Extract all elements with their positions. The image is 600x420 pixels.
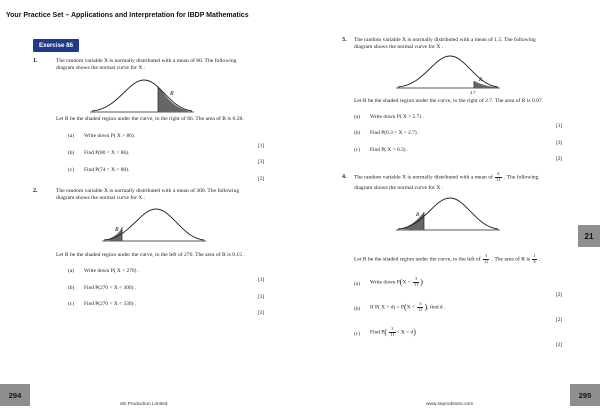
q1c-text: Find P(74 < X < 80). [84,167,130,173]
q2b-text: Find P(270 < X < 300) . [84,285,137,291]
left-page-number: 294 [0,384,30,406]
q4a-mark: [2] [556,292,563,298]
q2-intro-line1: The random variable X is normally distributed with a mean of 300. The following [56,188,240,194]
q3b-label: (b) [354,130,361,136]
q3-intro-line2: diagram shows the normal curve for X . [354,44,444,50]
exercise-badge: Exercise 86 [33,39,79,52]
q4c-mark: [2] [556,342,563,348]
q4-normal-curve [394,194,504,238]
q1b-text: Find P(80 < X < 86). [84,150,130,156]
chapter-tab: 21 [578,225,600,247]
q4b-label: (b) [354,306,361,312]
q3a-mark: [1] [556,123,563,129]
right-page-number: 295 [570,384,600,406]
q4-curve-path [398,198,498,229]
q3-shaded-region [474,81,498,88]
q1-number: 1. [33,58,38,64]
q3-normal-curve [394,52,504,96]
q4-mean-fraction: $\frac{6}{11}$ [496,171,501,182]
q4a-label: (a) [354,281,360,287]
q2-normal-curve [100,205,210,247]
q2-number: 2. [33,188,38,194]
q4b-text: If P( X > d) = P(X < $\frac{3}{11}$ ), find d . [370,301,446,312]
q3a-label: (a) [354,114,360,120]
q3-curve-path [398,56,498,87]
q3-number: 3. [342,37,347,43]
q1c-mark: [2] [258,176,265,182]
q3-region-label: R [479,77,483,83]
q4-region-label: R [416,212,420,218]
q2c-text: Find P(270 < X < 330) . [84,301,137,307]
q4b-mark: [2] [556,317,563,323]
q1b-label: (b) [68,150,75,156]
q1c-label: (c) [68,167,74,173]
q3a-text: Write down P( X > 2.7) . [370,114,424,120]
q1-intro-line2: diagram shows the normal curve for X . [56,65,146,71]
q1a-mark: [1] [258,143,265,149]
q4-left-fraction: $\frac{3}{11}$ [484,253,489,264]
q4-intro-line2: diagram shows the normal curve for X . [354,185,444,191]
q2a-label: (a) [68,268,74,274]
q2a-text: Write down P( X < 270) . [84,268,140,274]
q3c-mark: [2] [556,156,563,162]
q3c-label: (c) [354,147,360,153]
q1-region-label: R [170,91,174,97]
q3c-text: Find P( X > 0.3) . [370,147,409,153]
q4-number: 4. [342,174,347,180]
q1b-mark: [3] [258,159,265,165]
q4-statement: Let R be the shaded region under the curve, to the left of $\frac{3}{11}$ . The area of R is $\frac{1}{6}$ . [354,253,541,264]
website-url: www.seprodstore.com [426,402,474,407]
q1-statement: Let R be the shaded region under the curve, to the right of 86. The area of R is 0.28. [56,116,244,122]
q2-intro-line2: diagram shows the normal curve for X . [56,195,146,201]
q3-axis-tick: 2.7 [470,90,476,95]
q4c-label: (c) [354,331,360,337]
q3b-text: Find P(0.3 < X < 2.7) . [370,130,420,136]
q4-shaded-region [398,212,424,230]
q4a-text: Write down P(X < $\frac{3}{11}$ ) [370,276,423,287]
q4-intro-line1: The random variable X is normally distributed with a mean of $\frac{6}{11}$ . The following [354,171,539,182]
q1a-text: Write down P( X > 86). [84,133,136,139]
q2b-mark: [3] [258,294,265,300]
q2c-mark: [2] [258,310,265,316]
q1a-label: (a) [68,133,74,139]
q2a-mark: [1] [258,277,265,283]
publisher-name: SE Production Limited [120,402,168,407]
q1-normal-curve [88,76,198,118]
q2-statement: Let R be the shaded region under the curve, to the left of 270. The area of R is 0.15 . [56,252,245,258]
q1-intro-line1: The random variable X is normally distributed with a mean of 80. The following [56,58,237,64]
q3b-mark: [3] [556,140,563,146]
q2b-label: (b) [68,285,75,291]
book-title: Your Practice Set – Applications and Interpretation for IBDP Mathematics [6,12,249,19]
q2c-label: (c) [68,301,74,307]
q3-statement: Let R be the shaded region under the curve, to the right of 2.7. The area of R is 0.07. [354,98,544,104]
q2-region-label: R [115,227,119,233]
q2-curve-path [104,209,204,240]
q4c-text: Find P( $\frac{3}{11}$ < X < d) [370,326,416,337]
q3-intro-line1: The random variable X is normally distributed with a mean of 1.5. The following [354,37,536,43]
q2-shaded-region [104,227,122,241]
q4-area-fraction: $\frac{1}{6}$ [533,253,536,264]
